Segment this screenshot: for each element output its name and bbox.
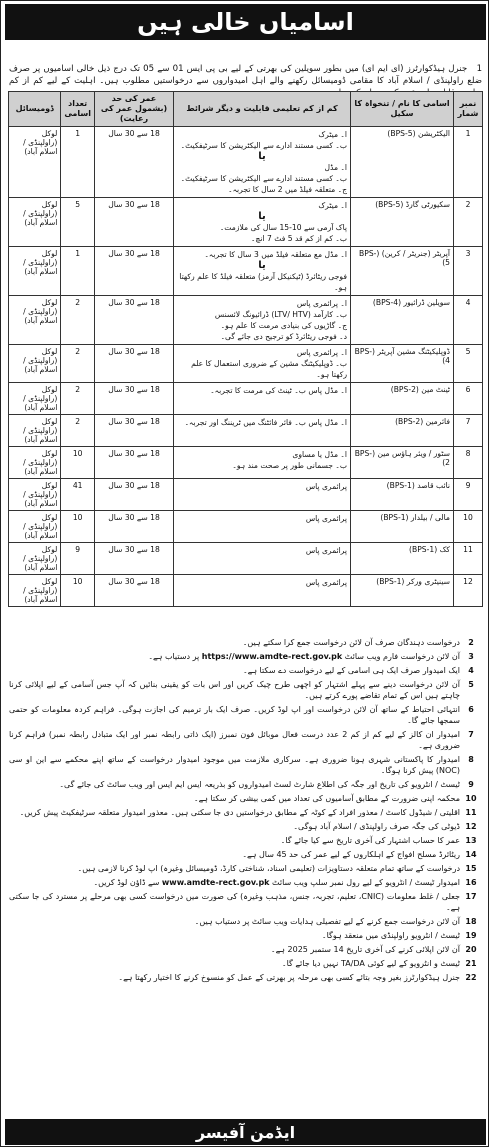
row-count: 9 (61, 543, 95, 575)
row-domicile: لوکل (راولپنڈی / اسلام آباد) (9, 198, 61, 247)
note-number: 4 (468, 666, 474, 675)
row-sr: 3 (454, 247, 483, 296)
row-qualification (174, 575, 351, 607)
note-number: 6 (468, 705, 474, 714)
note-text-wrap (9, 665, 460, 676)
qualification-line: ا۔ مڈل (324, 163, 347, 172)
qualification-line: پاک آرمی سے 10-15 سال کی ملازمت۔ (219, 223, 347, 232)
row-post: سٹور / ویئر ہاؤس مین (BPS-2) (351, 447, 454, 479)
note-text-wrap (9, 972, 460, 983)
note-text-wrap (9, 651, 460, 662)
note-text: جعلی / غلط معلومات (CNIC، تعلیم، تجربہ، جنس، مذہب وغیرہ) کی صورت میں درخواست کسی بھی مرحلے پر مسترد کی جا سکتی ہے۔ (9, 892, 460, 912)
row-age: 18 سے 30 سال (95, 575, 174, 607)
note-text-wrap (9, 863, 460, 874)
row-count: 5 (61, 198, 95, 247)
row-post: سینیٹری ورکر (BPS-1) (351, 575, 454, 607)
qualification-line: ب۔ کسی مستند ادارے سے الیکٹریشن کا سرٹیفکیٹ۔ (180, 141, 347, 150)
qualification-line: ب۔ کارآمد (LTV/ HTV) ڈرائیونگ لائسنس (214, 310, 347, 319)
row-qualification (174, 247, 351, 296)
note-text: ریٹائرڈ مسلح افواج کے اہلکاروں کے لیے عمر کی حد 45 سال ہے۔ (242, 850, 460, 859)
note-text-wrap (9, 891, 460, 913)
note-number: 14 (465, 850, 477, 859)
note-item (9, 637, 482, 648)
row-domicile: لوکل (راولپنڈی / اسلام آباد) (9, 575, 61, 607)
note-item (9, 863, 482, 874)
note-text: آن لائن اپلائی کرنے کی آخری تاریخ 14 ستمبر 2025 ہے۔ (270, 945, 460, 954)
row-count: 1 (61, 127, 95, 198)
note-number: 10 (465, 794, 477, 803)
row-domicile: لوکل (راولپنڈی / اسلام آباد) (9, 383, 61, 415)
row-qualification (174, 447, 351, 479)
table-row (9, 198, 483, 247)
note-text: امیدوار کا پاکستانی شہری ہونا ضروری ہے۔ سرکاری ملازمت میں موجود امیدوار درخواست کے ساتھ اپنے محکمے سے این او سی (NOC) پیش کرنا ہوگا۔ (9, 755, 460, 775)
row-age: 18 سے 30 سال (95, 479, 174, 511)
row-domicile: لوکل (راولپنڈی / اسلام آباد) (9, 479, 61, 511)
note-text: آن لائن درخواست دینے سے پہلے اشتہار کو اچھی طرح چیک کریں اور اس بات کو یقینی بنائیں کہ آپ جس آسامی کے لیے اپلائی کرنا چاہتے ہیں اس کے تمام تقاضے پورے کرتے ہیں۔ (9, 680, 460, 700)
row-post: ڈوپلیکیٹنگ مشین آپریٹر (BPS-4) (351, 345, 454, 383)
note-item (9, 891, 482, 913)
note-text-wrap (9, 944, 460, 955)
row-post: سکیورٹی گارڈ (BPS-5) (351, 198, 454, 247)
table-row (9, 247, 483, 296)
row-post: مالی / بیلدار (BPS-1) (351, 511, 454, 543)
note-number: 3 (468, 652, 474, 661)
row-sr: 4 (454, 296, 483, 345)
row-domicile: لوکل (راولپنڈی / اسلام آباد) (9, 447, 61, 479)
qualification-line: د۔ فوجی ریٹائرڈ کو ترجیح دی جائے گی۔ (220, 332, 347, 341)
row-post: ٹینٹ مین (BPS-2) (351, 383, 454, 415)
row-count: 2 (61, 296, 95, 345)
qualification-line: ج۔ گاڑیوں کی بنیادی مرمت کا علم ہو۔ (220, 321, 347, 330)
header-sr: نمبر شمار (454, 92, 483, 127)
row-post: کک (BPS-1) (351, 543, 454, 575)
qualification-line: پرائمری پاس (305, 514, 347, 523)
note-number: 21 (465, 959, 477, 968)
note-text-wrap (9, 807, 460, 818)
note-text: آن لائن درخواست فارم ویب سائٹ (344, 652, 460, 661)
qualification-line: ب۔ جسمانی طور پر صحت مند ہو۔ (232, 461, 347, 470)
row-sr: 1 (454, 127, 483, 198)
row-age: 18 سے 30 سال (95, 345, 174, 383)
row-sr: 10 (454, 511, 483, 543)
note-number: 17 (465, 892, 477, 901)
note-number: 13 (465, 836, 477, 845)
note-number: 15 (465, 864, 477, 873)
note-item (9, 877, 482, 888)
row-age: 18 سے 30 سال (95, 198, 174, 247)
qualification-line: ا۔ پرائمری پاس (296, 299, 347, 308)
note-item (9, 944, 482, 955)
note-item (9, 821, 482, 832)
row-qualification (174, 479, 351, 511)
row-sr: 7 (454, 415, 483, 447)
note-number: 11 (465, 808, 477, 817)
row-post: آپریٹر (جنریٹر / کرین) (BPS-5) (351, 247, 454, 296)
row-age: 18 سے 30 سال (95, 127, 174, 198)
qualification-line: ا۔ مڈل یا مساوی (292, 450, 347, 459)
table-row (9, 415, 483, 447)
website-link[interactable]: https://www.amdte-rect.gov.pk (201, 652, 343, 661)
note-text: آن لائن درخواست جمع کرنے کے لیے تفصیلی ہدایات ویب سائٹ پر دستیاب ہیں۔ (194, 917, 460, 926)
note-text-wrap (9, 916, 460, 927)
row-age: 18 سے 30 سال (95, 296, 174, 345)
header-qualification: کم از کم تعلیمی قابلیت و دیگر شرائط (174, 92, 351, 127)
qualification-line: ج۔ متعلقہ فیلڈ میں 2 سال کا تجربہ۔ (228, 185, 347, 194)
note-text-wrap (9, 835, 460, 846)
note-number: 2 (468, 638, 474, 647)
row-sr: 6 (454, 383, 483, 415)
table-row (9, 345, 483, 383)
note-text: عمر کا حساب اشتہار کی آخری تاریخ سے کیا جائے گا۔ (280, 836, 460, 845)
note-text-wrap (9, 754, 460, 776)
row-qualification (174, 296, 351, 345)
note-number: 7 (468, 730, 474, 739)
row-post: فائرمین (BPS-2) (351, 415, 454, 447)
row-domicile: لوکل (راولپنڈی / اسلام آباد) (9, 415, 61, 447)
note-item (9, 972, 482, 983)
row-sr: 9 (454, 479, 483, 511)
row-post: نائب قاصد (BPS-1) (351, 479, 454, 511)
note-item (9, 916, 482, 927)
qualification-line: ا۔ میٹرک (318, 201, 347, 210)
note-text: ٹیسٹ و انٹرویو کے لیے کوئی TA/DA نہیں دیا جائے گا۔ (281, 959, 460, 968)
row-qualification (174, 511, 351, 543)
row-qualification (174, 383, 351, 415)
table-header-row (9, 92, 483, 127)
note-text-wrap (9, 679, 460, 701)
qualification-line: ا۔ مڈل پاس ب۔ ٹینٹ کی مرمت کا تجربہ۔ (210, 386, 347, 395)
note-item (9, 651, 482, 662)
header-count: تعداد اسامی (61, 92, 95, 127)
qualification-line: پرائمری پاس (305, 578, 347, 587)
note-item (9, 807, 482, 818)
table-body (9, 127, 483, 607)
note-text: امیدوار ان کالز کے لیے کم از کم 2 عدد درست فعال موبائل فون نمبرز (ایک ذاتی رابطہ نمبر اور ایک متبادل رابطہ نمبر) فراہم کرنا ضروری ہے۔ (9, 730, 460, 750)
note-text: جنرل ہیڈکوارٹرز بغیر وجہ بتائے کسی بھی مرحلہ پر بھرتی کے عمل کو منسوخ کرنے کا اختیار رکھتا ہے۔ (118, 973, 460, 982)
table-row (9, 479, 483, 511)
note-text: درخواست دہندگان صرف آن لائن درخواست جمع کرا سکتے ہیں۔ (242, 638, 460, 647)
qualification-line: ب۔ ڈوپلیکیٹنگ مشین کے ضروری استعمال کا علم رکھتا ہو۔ (191, 359, 347, 379)
qualification-line: پرائمری پاس (305, 482, 347, 491)
note-number: 20 (465, 945, 477, 954)
row-count: 10 (61, 447, 95, 479)
row-sr: 8 (454, 447, 483, 479)
note-text-wrap (9, 958, 460, 969)
note-text-wrap (9, 821, 460, 832)
note-number: 16 (465, 878, 477, 887)
note-text-wrap (9, 930, 460, 941)
vacancy-table (8, 91, 483, 607)
note-number: 12 (465, 822, 477, 831)
note-text-after: پر دستیاب ہے۔ (148, 652, 200, 661)
row-age: 18 سے 30 سال (95, 247, 174, 296)
note-item (9, 849, 482, 860)
qualification-line: ا۔ مڈل مع متعلقہ فیلڈ میں 3 سال کا تجربہ۔ (204, 250, 347, 259)
signature-title: ایڈمن آفیسر (5, 1119, 486, 1145)
note-text-wrap (9, 877, 460, 888)
note-item (9, 729, 482, 751)
header-age: عمر کی حد (بشمول عمر کی رعایت) (95, 92, 174, 127)
table-row (9, 383, 483, 415)
note-text-wrap (9, 779, 460, 790)
note-text-wrap (9, 793, 460, 804)
row-domicile: لوکل (راولپنڈی / اسلام آباد) (9, 511, 61, 543)
qualification-line: ا۔ میٹرک (318, 130, 347, 139)
qualification-line: ب۔ کم از کم قد 5 فٹ 7 انچ۔ (250, 234, 347, 243)
note-text-wrap (9, 704, 460, 726)
qualification-line: پرائمری پاس (305, 546, 347, 555)
or-separator: یا (258, 151, 266, 162)
row-count: 2 (61, 415, 95, 447)
row-post: سویلین ڈرائیور (BPS-4) (351, 296, 454, 345)
row-sr: 5 (454, 345, 483, 383)
row-sr: 12 (454, 575, 483, 607)
note-item (9, 754, 482, 776)
row-age: 18 سے 30 سال (95, 383, 174, 415)
note-text-wrap (9, 637, 460, 648)
qualification-line: ا۔ مڈل پاس ب۔ فائر فائٹنگ میں ٹریننگ اور تجربہ۔ (184, 418, 347, 427)
qualification-line: فوجی ریٹائرڈ (ٹیکنیکل آرمز) متعلقہ فیلڈ کا علم رکھتا ہو۔ (179, 272, 347, 292)
row-sr: 11 (454, 543, 483, 575)
row-count: 41 (61, 479, 95, 511)
qualification-line: ا۔ پرائمری پاس (296, 348, 347, 357)
intro-number: 1 (476, 64, 483, 74)
note-number: 9 (468, 780, 474, 789)
row-qualification (174, 198, 351, 247)
note-number: 19 (465, 931, 477, 940)
row-count: 1 (61, 247, 95, 296)
qualification-line: ب۔ کسی مستند ادارے سے الیکٹریشن کا سرٹیفکیٹ۔ (180, 174, 347, 183)
header-domicile: ڈومیسائل (9, 92, 61, 127)
notes-list (9, 637, 482, 986)
note-text: انتہائی احتیاط کے ساتھ آن لائن درخواست اور اپ لوڈ کریں۔ صرف ایک بار ترمیم کی اجازت ہوگی۔ فراہم کردہ معلومات کو حتمی سمجھا جائے گا۔ (9, 705, 460, 725)
note-text: ایک امیدوار صرف ایک ہی اسامی کے لیے درخواست دے سکتا ہے۔ (242, 666, 460, 675)
note-item (9, 779, 482, 790)
note-text: ٹیسٹ / انٹرویو کی تاریخ اور جگہ کی اطلاع شارٹ لسٹ امیدواروں کو بذریعہ ایس ایم ایس اور ویب سائٹ کی جائے گی۔ (59, 780, 460, 789)
table-row (9, 543, 483, 575)
table-row (9, 447, 483, 479)
row-qualification (174, 345, 351, 383)
note-number: 8 (468, 755, 474, 764)
note-text-wrap (9, 849, 460, 860)
row-age: 18 سے 30 سال (95, 415, 174, 447)
table-row (9, 127, 483, 198)
note-item (9, 679, 482, 701)
row-qualification (174, 543, 351, 575)
note-text: اقلیتی / شیڈول کاسٹ / معذور افراد کے کوٹہ کے مطابق درخواستیں دی جا سکتی ہیں۔ معذور امیدوار متعلقہ سرٹیفکیٹ پیش کریں۔ (19, 808, 460, 817)
row-domicile: لوکل (راولپنڈی / اسلام آباد) (9, 296, 61, 345)
header-post: اسامی کا نام / تنخواہ کا سکیل (351, 92, 454, 127)
row-count: 2 (61, 383, 95, 415)
row-age: 18 سے 30 سال (95, 543, 174, 575)
row-domicile: لوکل (راولپنڈی / اسلام آباد) (9, 247, 61, 296)
note-item (9, 958, 482, 969)
row-domicile: لوکل (راولپنڈی / اسلام آباد) (9, 345, 61, 383)
or-separator: یا (258, 260, 266, 271)
note-item (9, 665, 482, 676)
page-title: اسامیاں خالی ہیں (5, 4, 486, 40)
row-domicile: لوکل (راولپنڈی / اسلام آباد) (9, 543, 61, 575)
row-sr: 2 (454, 198, 483, 247)
note-item (9, 704, 482, 726)
website-link[interactable]: www.amdte-rect.gov.pk (161, 878, 270, 887)
or-separator: یا (258, 211, 266, 222)
note-text: ڈیوٹی کی جگہ صرف راولپنڈی / اسلام آباد ہوگی۔ (293, 822, 460, 831)
row-qualification (174, 127, 351, 198)
row-count: 10 (61, 575, 95, 607)
table-row (9, 296, 483, 345)
row-count: 10 (61, 511, 95, 543)
note-item (9, 930, 482, 941)
table-row (9, 511, 483, 543)
row-age: 18 سے 30 سال (95, 511, 174, 543)
note-item (9, 793, 482, 804)
note-number: 22 (465, 973, 477, 982)
note-number: 18 (465, 917, 477, 926)
row-domicile: لوکل (راولپنڈی / اسلام آباد) (9, 127, 61, 198)
note-text: درخواست کے ساتھ تمام متعلقہ دستاویزات (تعلیمی اسناد، شناختی کارڈ، ڈومیسائل وغیرہ) اپ لوڈ کرنا لازمی ہیں۔ (77, 864, 460, 873)
note-text: محکمہ اپنی ضرورت کے مطابق آسامیوں کی تعداد میں کمی بیشی کر سکتا ہے۔ (193, 794, 460, 803)
note-text: ٹیسٹ / انٹرویو راولپنڈی میں منعقد ہوگا۔ (321, 931, 460, 940)
note-text-after: سے ڈاؤن لوڈ کریں۔ (93, 878, 160, 887)
note-item (9, 835, 482, 846)
table-row (9, 575, 483, 607)
note-text-wrap (9, 729, 460, 751)
row-age: 18 سے 30 سال (95, 447, 174, 479)
note-text: امیدوار ٹیسٹ / انٹرویو کے لیے رول نمبر سلپ ویب سائٹ (272, 878, 460, 887)
intro-text: جنرل ہیڈکوارٹرز (ای ایم ای) میں بطور سویلین کی بھرتی کے لیے بی پی ایس 01 سے 05 تک درج ذیل خالی اسامیوں پر صرف ضلع راولپنڈی / اسلام آباد کا مقامی ڈومیسائل رکھنے والے اہل امیدواروں سے درخواستیں مطلوب ہیں۔ اہلیت کے لیے کم از کم (9, 64, 482, 86)
row-count: 2 (61, 345, 95, 383)
row-qualification (174, 415, 351, 447)
note-number: 5 (468, 680, 474, 689)
row-post: الیکٹریشن (BPS-5) (351, 127, 454, 198)
